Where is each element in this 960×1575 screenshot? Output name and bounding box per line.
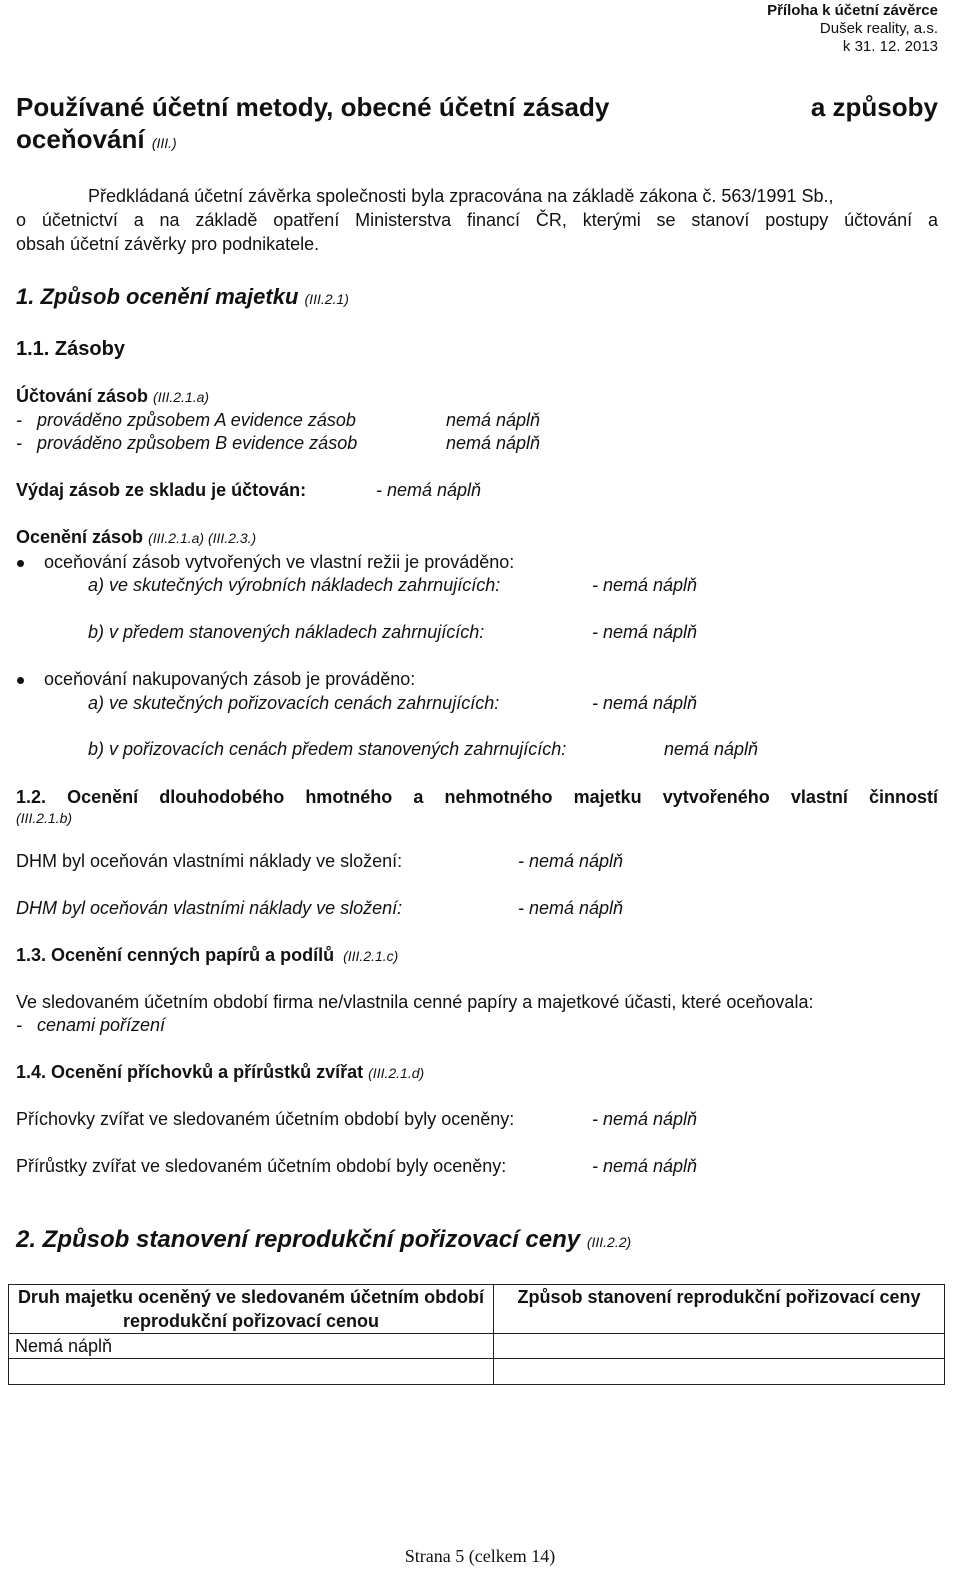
table-cell [9, 1359, 494, 1385]
section-1-3-title: 1.3. Ocenění cenných papírů a podílů (III.2.1.c) [16, 945, 399, 965]
oceneni-b2a-label: a) ve skutečných pořizovacích cenách zahrnujících: [88, 693, 500, 713]
dhm-row-2-label: DHM byl oceňován vlastními náklady ve složení: [16, 898, 403, 918]
table-header-col1: Druh majetku oceněný ve sledovaném účetním období reprodukční pořizovací cenou [9, 1285, 494, 1334]
table-cell: Nemá náplň [9, 1334, 494, 1359]
oceneni-bullet-2: oceňování nakupovaných zásob je prováděno: [44, 669, 416, 689]
table-header-row [9, 1285, 945, 1334]
table-cell [494, 1334, 945, 1359]
header-line-1: Příloha k účetní závěrce [767, 2, 938, 19]
oceneni-title: Ocenění zásob (III.2.1.a) (III.2.3.) [16, 527, 257, 547]
oceneni-b2b-value: nemá náplň [664, 739, 759, 759]
section-1-title: 1. Způsob ocenění majetku (III.2.1) [16, 284, 349, 309]
dhm-row-1-value: - nemá náplň [518, 851, 624, 871]
prirustky-label: Přírůstky zvířat ve sledovaném účetním období byly oceněny: [16, 1156, 507, 1176]
vydaj-value: - nemá náplň [376, 480, 482, 500]
section-1-4-ref: (III.2.1.d) [368, 1065, 425, 1081]
dhm-row-1-label: DHM byl oceňován vlastními náklady ve složení: [16, 851, 403, 871]
prirustky-value: - nemá náplň [592, 1156, 698, 1176]
intro-line-2: o účetnictví a na základě opatření Ministerstva financí ČR, kterými se stanoví postupy účtování a [16, 210, 938, 230]
section-1-2-title: 1.2. Ocenění dlouhodobého hmotného a nehmotného majetku vytvořeného vlastní činností [16, 787, 938, 807]
header-line-3: k 31. 12. 2013 [842, 38, 938, 55]
section-1-ref: (III.2.1) [304, 291, 349, 307]
reproduction-cost-table [8, 1284, 945, 1385]
section-1-1-title: 1.1. Zásoby [16, 338, 125, 360]
table-cell [494, 1359, 945, 1385]
page-footer: Strana 5 (celkem 14) [404, 1546, 556, 1566]
table-row [9, 1359, 945, 1385]
oceneni-b1b-label: b) v předem stanovených nákladech zahrnujících: [88, 622, 485, 642]
uctovani-row-a-label: - prováděno způsobem A evidence zásob [16, 410, 356, 430]
dhm-row-2-value: - nemá náplň [518, 898, 624, 918]
header-line-2: Dušek reality, a.s. [819, 20, 938, 37]
section-1-3-item: - cenami pořízení [16, 1015, 166, 1035]
uctovani-row-b-value: nemá náplň [446, 433, 541, 453]
oceneni-b1b-value: - nemá náplň [592, 622, 698, 642]
main-heading-line1: Používané účetní metody, obecné účetní zásady [16, 92, 610, 122]
section-1-3-ref: (III.2.1.c) [343, 948, 399, 964]
uctovani-row-b-label: - prováděno způsobem B evidence zásob [16, 433, 358, 453]
uctovani-row-a-value: nemá náplň [446, 410, 541, 430]
oceneni-b1a-value: - nemá náplň [592, 575, 698, 595]
prichovky-value: - nemá náplň [592, 1109, 698, 1129]
section-2-title: 2. Způsob stanovení reprodukční pořizovací ceny (III.2.2) [16, 1226, 632, 1253]
oceneni-b1a-label: a) ve skutečných výrobních nákladech zahrnujících: [88, 575, 501, 595]
table-row [9, 1334, 945, 1359]
vydaj-label: Výdaj zásob ze skladu je účtován: [16, 480, 307, 500]
oceneni-ref: (III.2.1.a) (III.2.3.) [148, 530, 257, 546]
section-2-ref: (III.2.2) [586, 1234, 632, 1250]
section-1-2-ref: (III.2.1.b) [16, 810, 73, 826]
intro-line-3: obsah účetní závěrky pro podnikatele. [16, 234, 320, 254]
intro-line-1: Předkládaná účetní závěrka společnosti byla zpracována na základě zákona č. 563/1991 Sb., [88, 186, 834, 206]
oceneni-bullet-1: oceňování zásob vytvořených ve vlastní režii je prováděno: [44, 552, 515, 572]
uctovani-ref: (III.2.1.a) [153, 389, 210, 405]
uctovani-title: Účtování zásob (III.2.1.a) [16, 386, 210, 406]
table-header-col2: Způsob stanovení reprodukční pořizovací ceny [494, 1285, 945, 1334]
oceneni-b2a-value: - nemá náplň [592, 693, 698, 713]
oceneni-b2b-label: b) v pořizovacích cenách předem stanovených zahrnujících: [88, 739, 567, 759]
document-header [767, 2, 938, 56]
main-heading-line2: oceňování (III.) [16, 124, 177, 154]
main-heading-line1-right: a způsoby [810, 92, 938, 122]
main-heading-ref: (III.) [151, 135, 177, 151]
prichovky-label: Příchovky zvířat ve sledovaném účetním období byly oceněny: [16, 1109, 515, 1129]
bullet-icon [17, 560, 24, 567]
section-1-4-title: 1.4. Ocenění příchovků a přírůstků zvířat (III.2.1.d) [16, 1062, 425, 1082]
section-1-3-text: Ve sledovaném účetním období firma ne/vlastnila cenné papíry a majetkové účasti, které oceňovala: [16, 992, 814, 1012]
bullet-icon [17, 677, 24, 684]
